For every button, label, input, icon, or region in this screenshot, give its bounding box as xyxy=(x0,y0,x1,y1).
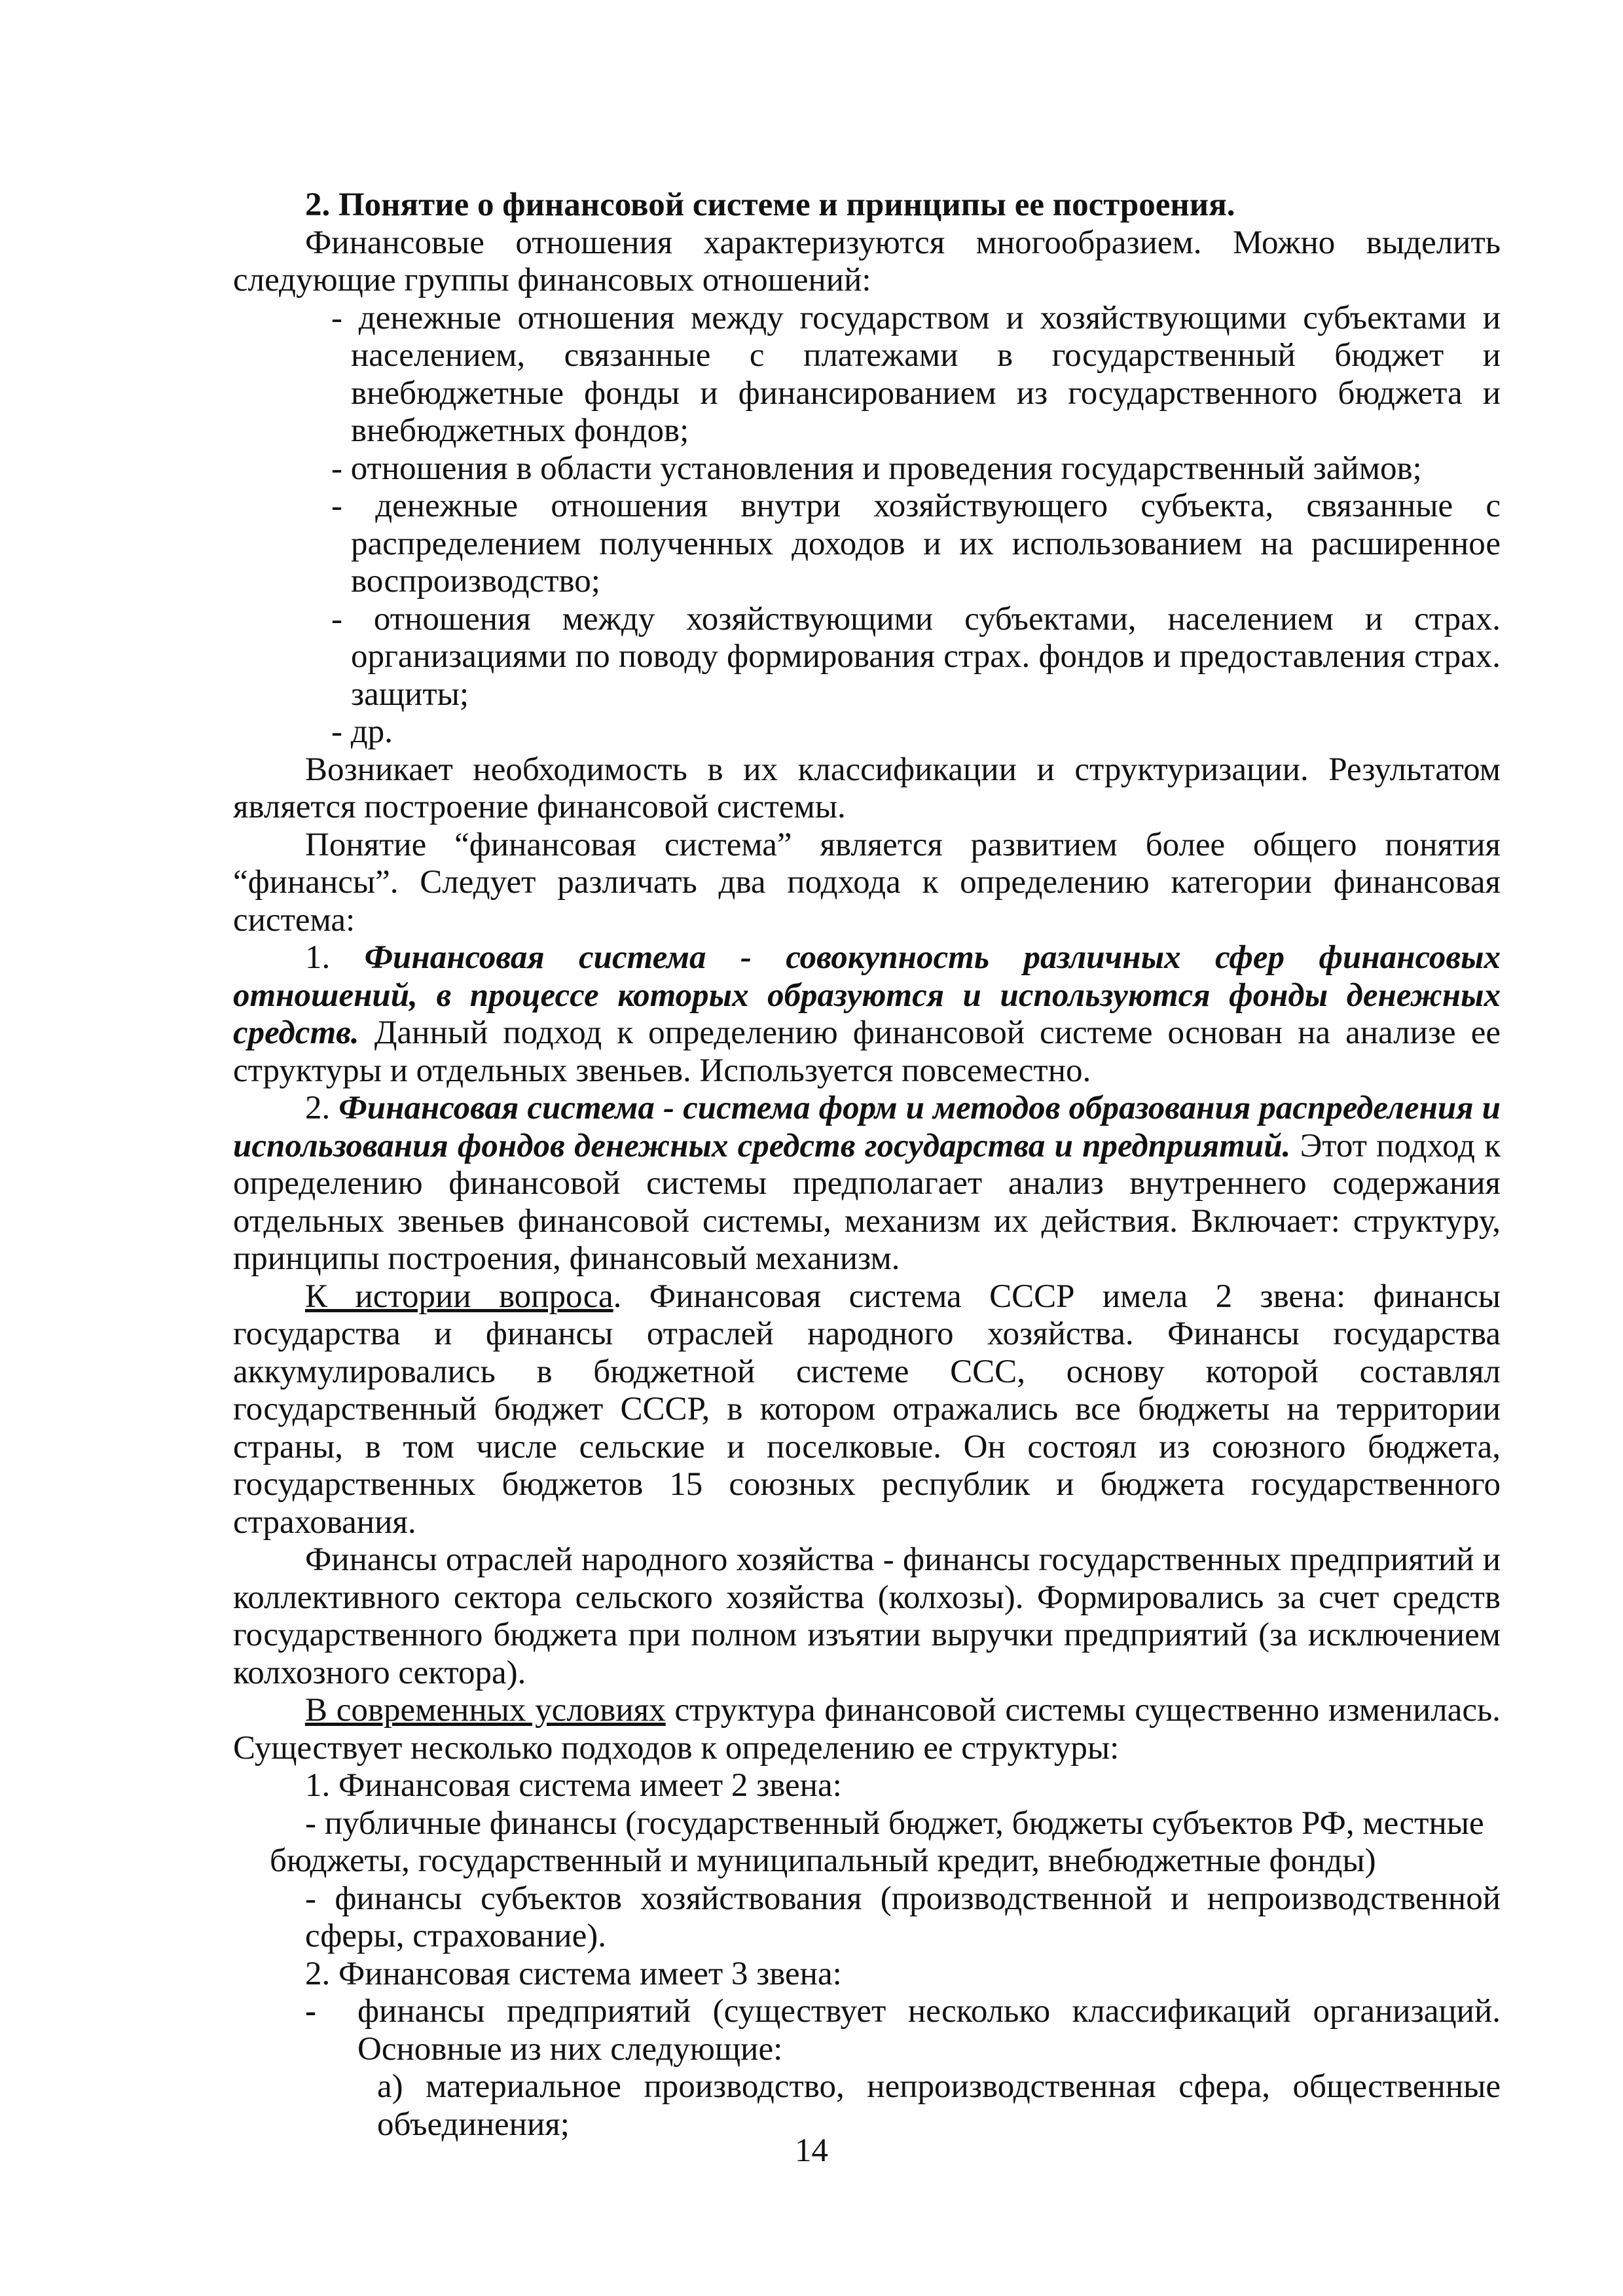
approach-1-number: 1. xyxy=(305,939,331,976)
section-title: 2. Понятие о финансовой системе и принципы ее построения. xyxy=(305,187,1235,223)
structure-1-public-finance-line-1: - публичные финансы (государственный бюджет, бюджеты субъектов РФ, местные xyxy=(305,1804,1484,1842)
modern-paragraph xyxy=(233,1692,1501,1767)
list-item-loans: - отношения в области установления и проведения государственный займов; xyxy=(331,450,1422,487)
modern-text: структура финансовой системы существенно изменилась. Существует несколько подходов к определению ее структуры: xyxy=(233,1692,1501,1767)
history-paragraph xyxy=(233,1278,1501,1542)
structure-2-enterprise-text: финансы предприятий (существует несколько классификаций организаций. Основные из них следующие: xyxy=(357,1993,1501,2068)
list-item-money-relations: - денежные отношения между государством и хозяйствующими субъектами и населением, связанные с платежами в государственный бюджет и внебюджетные фонды и финансированием из государственного бюджета и внебюджетных фондов; xyxy=(331,299,1501,449)
structure-2-enterprise-finance xyxy=(233,1993,1501,2068)
approach-1-paragraph xyxy=(233,939,1501,1090)
structure-2-sub-item-a: а) материальное производство, непроизводственная сфера, общественные объединения; xyxy=(377,2068,1501,2143)
branches-paragraph: Финансы отраслей народного хозяйства - финансы государственных предприятий и коллективного сектора сельского хозяйства (колхозы). Формировались за счет средств государственного бюджета при полном изъятии выручки предприятий (за исключением колхозного сектора). xyxy=(233,1541,1501,1691)
bullet-dash: - xyxy=(305,1993,316,2030)
approach-2-paragraph xyxy=(233,1090,1501,1278)
page-number: 14 xyxy=(795,2132,828,2169)
modern-label: В современных условиях xyxy=(305,1692,666,1729)
list-item-other: - др. xyxy=(331,713,393,750)
approach-1-definition: Финансовая система - совокупность различных сфер финансовых отношений, в процессе которых образуются и используются фонды денежных средств. xyxy=(233,939,1501,1051)
structure-1-public-finance-line-2: бюджеты, государственный и муниципальный кредит, внебюджетные фонды) xyxy=(270,1842,1376,1879)
approach-2-text: Этот подход к определению финансовой системы предполагает анализ внутреннего содержания отдельных звеньев финансовой системы, механизм их действия. Включает: структуру, принципы построения, финансовый механизм. xyxy=(233,1127,1501,1277)
list-item-insurance-relations: - отношения между хозяйствующими субъектами, населением и страх. организациями по поводу формирования страх. фондов и предоставления страх. защиты; xyxy=(331,600,1501,713)
need-paragraph: Возникает необходимость в их классификации и структуризации. Результатом является построение финансовой системы. xyxy=(233,751,1501,825)
structure-1-title: 1. Финансовая система имеет 2 звена: xyxy=(305,1767,842,1804)
structure-1-business-finance: - финансы субъектов хозяйствования (производственной и непроизводственной сферы, страхование). xyxy=(305,1880,1501,1954)
page-content xyxy=(233,187,1501,2144)
approach-1-text: Данный подход к определению финансовой системе основан на анализе ее структуры и отдельных звеньев. Используется повсеместно. xyxy=(233,1014,1501,1089)
list-item-internal-relations: - денежные отношения внутри хозяйствующего субъекта, связанные с распределением полученных доходов и их использованием на расширенное воспроизводство; xyxy=(331,488,1501,600)
approach-2-number: 2. xyxy=(305,1090,331,1126)
concept-paragraph: Понятие “финансовая система” является развитием более общего понятия “финансы”. Следует различать два подхода к определению категории финансовая система: xyxy=(233,826,1501,939)
intro-paragraph: Финансовые отношения характеризуются многообразием. Можно выделить следующие группы финансовых отношений: xyxy=(233,224,1501,298)
history-text: . Финансовая система СССР имела 2 звена: финансы государства и финансы отраслей народного хозяйства. Финансы государства аккумулировались в бюджетной системе ССС, основу которой составлял государственный бюджет СССР, в котором отражались все бюджеты на территории страны, в том числе сельские и поселковые. Он состоял из союзного бюджета, государственных бюджетов 15 союзных республик и бюджета государственного страхования. xyxy=(233,1278,1501,1541)
structure-2-title: 2. Финансовая система имеет 3 звена: xyxy=(305,1955,842,1992)
approach-2-definition: Финансовая система - система форм и методов образования распределения и использования фондов денежных средств государства и предприятий. xyxy=(233,1090,1501,1164)
history-label: К истории вопроса xyxy=(305,1278,613,1315)
